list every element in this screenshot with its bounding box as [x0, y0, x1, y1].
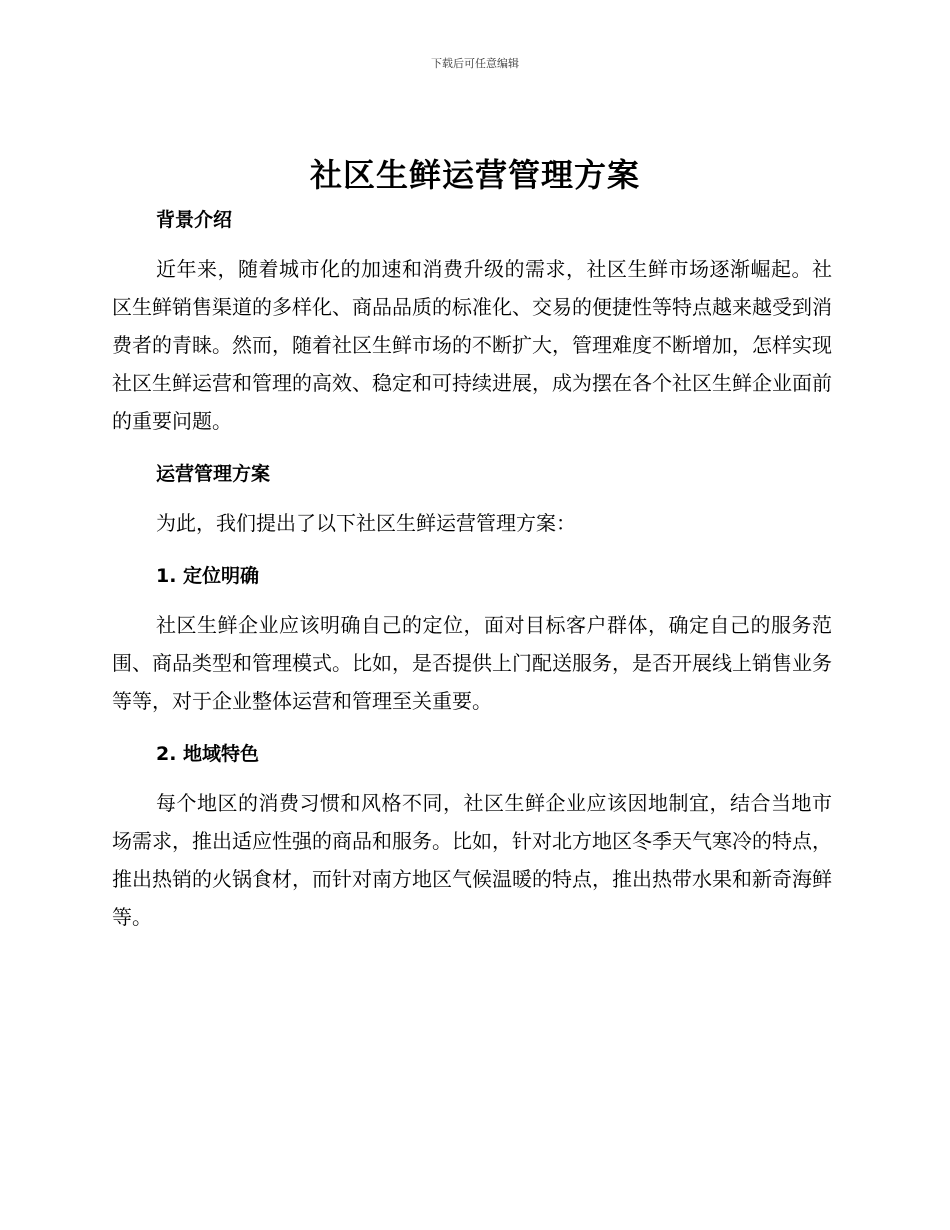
background-paragraph: 近年来，随着城市化的加速和消费升级的需求，社区生鲜市场逐渐崛起。社区生鲜销售渠道的多样化、商品品质的标准化、交易的便捷性等特点越来越受到消费者的青睐。然而，随着社区生鲜市场的不断扩大，管理难度不断增加，怎样实现社区生鲜运营和管理的高效、稳定和可持续进展，成为摆在各个社区生鲜企业面前的重要问题。: [112, 257, 832, 433]
section-heading-background: 背景介绍: [156, 209, 233, 231]
header-note: 下载后可任意编辑: [431, 57, 519, 70]
section-heading-positioning: 1. 定位明确: [156, 565, 260, 587]
document-title: 社区生鲜运营管理方案: [309, 156, 640, 194]
section-heading-plan: 运营管理方案: [156, 463, 271, 485]
positioning-paragraph: 社区生鲜企业应该明确自己的定位，面对目标客户群体，确定自己的服务范围、商品类型和管理模式。比如，是否提供上门配送服务，是否开展线上销售业务等等，对于企业整体运营和管理至关重要。: [112, 613, 832, 713]
document-body: [112, 204, 832, 936]
regional-paragraph: 每个地区的消费习惯和风格不同，社区生鲜企业应该因地制宜，结合当地市场需求，推出适应性强的商品和服务。比如，针对北方地区冬季天气寒冷的特点，推出热销的火锅食材，而针对南方地区气候温暖的特点，推出热带水果和新奇海鲜等。: [112, 791, 832, 929]
plan-intro-paragraph: 为此，我们提出了以下社区生鲜运营管理方案：: [156, 511, 576, 535]
section-heading-regional: 2. 地域特色: [156, 743, 260, 765]
